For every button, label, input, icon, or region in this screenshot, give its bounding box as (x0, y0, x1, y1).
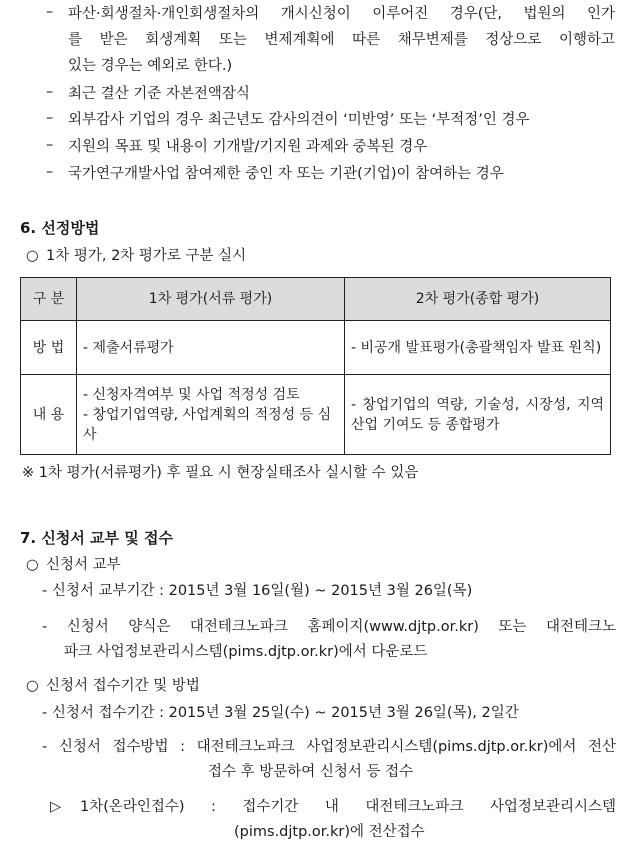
list-item-text: (pims.djtp.or.kr)에 전산접수 (234, 824, 425, 840)
list-bullet: – (46, 137, 54, 153)
table-header-row (21, 278, 611, 321)
list-item-text: - 신청서 접수방법 : 대전테크노파크 사업정보관리시스템(pims.djtp.or.kr)에서 전산 (42, 739, 616, 755)
list-bullet: – (46, 84, 54, 100)
list-item-text: 파크 사업정보관리시스템(pims.djtp.or.kr)에서 다운로드 (64, 644, 428, 660)
circle-bullet: ○ (26, 678, 39, 694)
circle-bullet: ○ (26, 248, 39, 264)
list-item-text: 1차(온라인접수) : 접수기간 내 대전테크노파크 사업정보관리시스템 (80, 799, 616, 815)
list-item-text: - 신청서 접수기간 : 2015년 3월 25일(수) ~ 2015년 3월 26일(목), 2일간 (42, 705, 519, 721)
cell-text: - 신청자격여부 및 사업 적정성 검토 (83, 386, 300, 403)
subsection-title: 신청서 교부 (46, 557, 121, 573)
table-row (21, 375, 611, 455)
list-bullet: – (46, 110, 54, 126)
triangle-bullet: ▷ (50, 799, 62, 815)
evaluation-table (20, 277, 611, 455)
list-bullet: – (46, 4, 54, 20)
cell-text: - 제출서류평가 (83, 339, 174, 356)
row-label: 방 법 (21, 321, 77, 375)
table-header-cell: 2차 평가(종합 평가) (345, 278, 611, 321)
table-cell (345, 375, 611, 455)
list-item-text: 접수 후 방문하여 신청서 등 접수 (208, 764, 414, 780)
list-item-text: 최근 결산 기준 자본전액잠식 (68, 86, 250, 102)
circle-bullet: ○ (26, 557, 39, 573)
list-item-text: 지원의 목표 및 내용이 기개발/기지원 과제와 중복된 경우 (68, 139, 428, 155)
list-item-text: 있는 경우는 예외로 한다.) (68, 58, 233, 74)
cell-text: - 창업기업역량, 사업계획의 적정성 등 심사 (83, 406, 332, 443)
cell-text: - 비공개 발표평가(총괄책임자 발표 원칙) (351, 339, 602, 356)
list-item-text: 외부감사 기업의 경우 최근년도 감사의견이 ‘미반영’ 또는 ‘부적정’인 경우 (68, 112, 530, 128)
list-item-text: 파산·회생절차·개인회생절차의 개시신청이 이루어진 경우(단, 법원의 인가 (68, 6, 615, 22)
table-cell (77, 375, 345, 455)
footnote: ※ 1차 평가(서류평가) 후 필요 시 현장실태조사 실시할 수 있음 (22, 465, 419, 481)
list-bullet: – (46, 164, 54, 180)
table-header-cell: 구 분 (21, 278, 77, 321)
section-7-title: 7. 신청서 교부 및 접수 (20, 529, 173, 547)
table-row (21, 321, 611, 375)
section-6-intro: 1차 평가, 2차 평가로 구분 실시 (46, 248, 247, 264)
subsection-title: 신청서 접수기간 및 방법 (46, 678, 200, 694)
section-6-title: 6. 선정방법 (20, 219, 100, 237)
list-item-text: 국가연구개발사업 참여제한 중인 자 또는 기관(기업)이 참여하는 경우 (68, 166, 504, 182)
table-cell (77, 321, 345, 375)
list-item-text: 를 받은 회생계획 또는 변제계획에 따른 채무변제를 정상으로 이행하고 (68, 32, 615, 48)
row-label: 내 용 (21, 375, 77, 455)
table-header-cell: 1차 평가(서류 평가) (77, 278, 345, 321)
list-item-text: - 신청서 양식은 대전테크노파크 홈페이지(www.djtp.or.kr) 또는 대전테크노 (42, 619, 616, 635)
cell-text: - 창업기업의 역량, 기술성, 시장성, 지역 산업 기여도 등 종합평가 (351, 396, 604, 433)
list-item-text: - 신청서 교부기간 : 2015년 3월 16일(월) ~ 2015년 3월 26일(목) (42, 583, 473, 599)
table-cell (345, 321, 611, 375)
